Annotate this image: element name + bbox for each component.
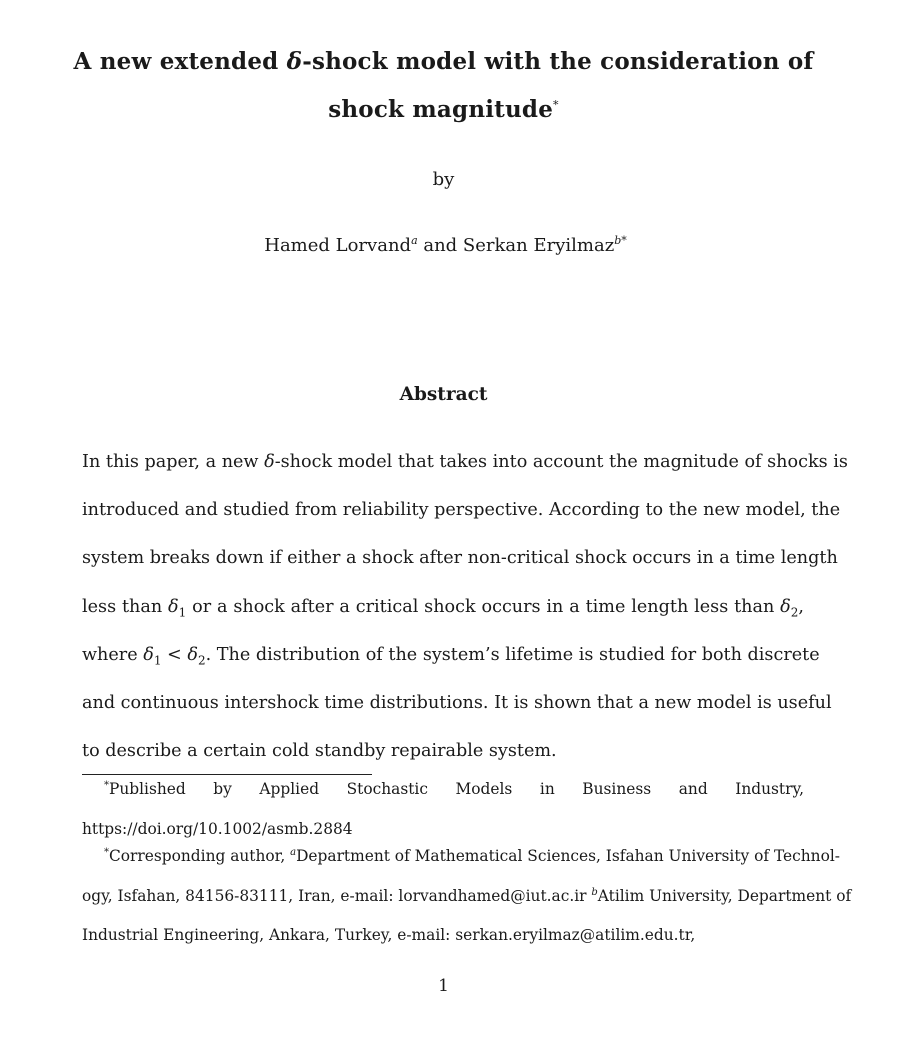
abstract-line: to describe a certain cold standby repairable system. [82, 741, 557, 761]
delta-symbol: δ [143, 645, 154, 665]
paper-title-line-2 [0, 96, 887, 123]
footnote-2-line-3: Industrial Engineering, Ankara, Turkey, e-mail: serkan.eryilmaz@atilim.edu.tr, [82, 926, 696, 944]
abstract-line: system breaks down if either a shock after non-critical shock occurs in a time length [82, 548, 838, 568]
page-number: 1 [438, 976, 449, 996]
delta-symbol: δ [780, 597, 791, 617]
author-line [0, 235, 891, 256]
abstract-line: less than $\delta_1$ or a shock after a critical shock occurs in a time length less than $\delta_2$, [82, 597, 804, 620]
footnote-2-line-2: ogy, Isfahan, 84156-83111, Iran, e-mail: lorvandhamed@iut.ac.ir $^b$Atilim University, Department of [82, 886, 852, 905]
affiliation-mark: a [290, 846, 297, 858]
delta-symbol: δ [286, 48, 303, 75]
footnote-doi-link[interactable]: https://doi.org/10.1002/asmb.2884 [82, 820, 353, 838]
title-text: shock magnitude [328, 96, 554, 123]
footnote-1-line-1: *Published by Applied Stochastic Models in Business and Industry, [104, 779, 804, 798]
author-conjunction: and [417, 235, 463, 256]
author-name: Serkan Eryilmaz [462, 235, 615, 256]
author-name: Hamed Lorvand [264, 235, 412, 256]
abstract-line: introduced and studied from reliability perspective. According to the new model, the [82, 500, 841, 520]
abstract-heading: Abstract [399, 384, 488, 405]
affiliation-mark: b [591, 886, 598, 898]
footnote-rule [82, 774, 372, 775]
paper-title-line-1 [0, 48, 887, 75]
footnote-mark: * [104, 779, 109, 791]
footnote-mark: * [104, 846, 109, 858]
delta-symbol: δ [168, 597, 179, 617]
by-label: by [432, 169, 455, 190]
abstract-line: In this paper, a new δ-shock model that takes into account the magnitude of shocks is [82, 452, 848, 472]
affiliation-mark: a [411, 234, 418, 247]
delta-symbol: δ [264, 452, 275, 472]
affiliation-mark: b* [614, 234, 627, 247]
delta-symbol: δ [187, 645, 198, 665]
title-text: -shock model with the consideration of [302, 48, 814, 75]
footnote-2-line-1: *Corresponding author, $^a$Department of Mathematical Sciences, Isfahan University of Technol- [104, 846, 840, 865]
abstract-line: where $\delta_1 < \delta_2$. The distribution of the system’s lifetime is studied for both discrete [82, 645, 820, 668]
abstract-line: and continuous intershock time distributions. It is shown that a new model is useful [82, 693, 832, 713]
title-footnote-mark: * [553, 98, 559, 112]
title-text: A new extended [73, 48, 287, 75]
